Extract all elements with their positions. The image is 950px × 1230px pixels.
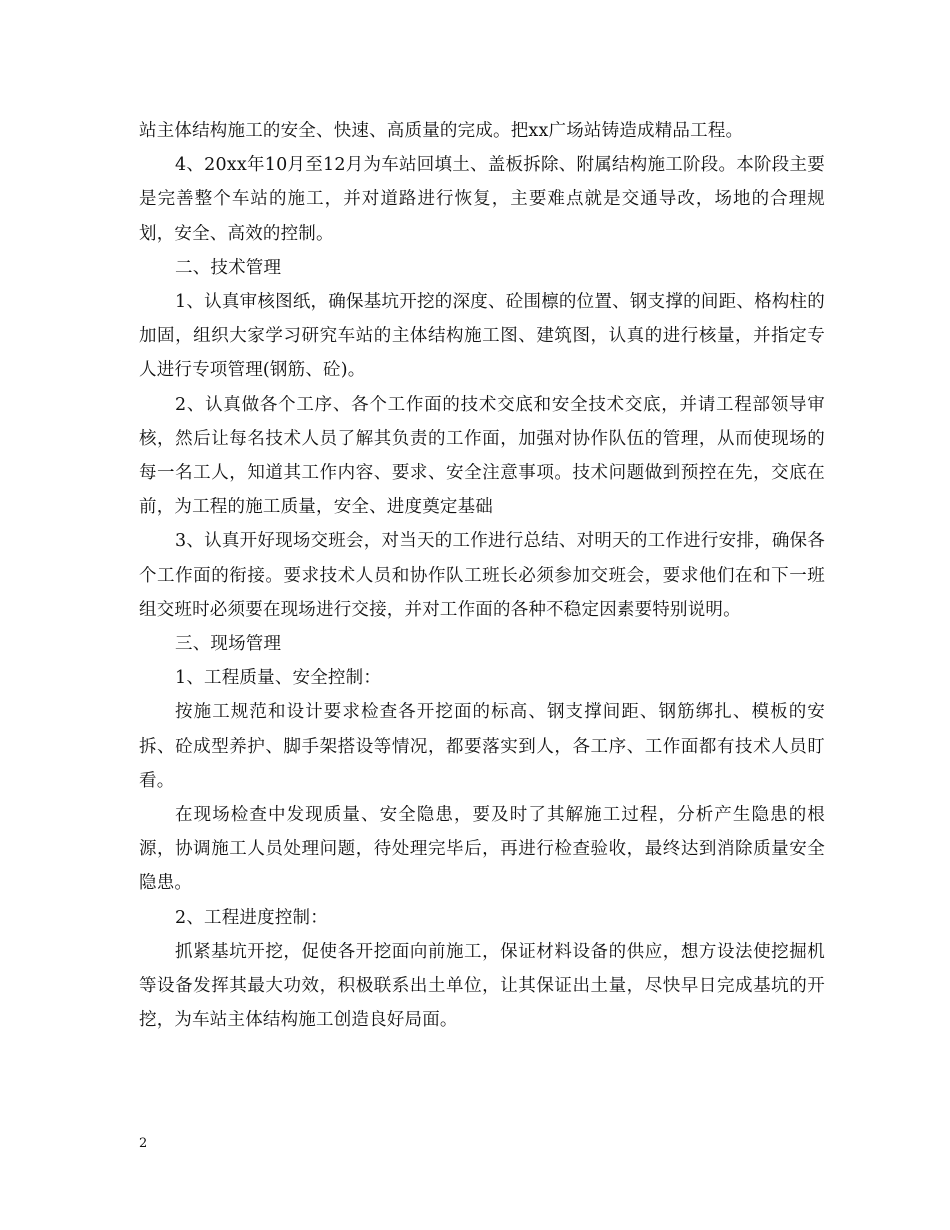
paragraph-5: 2、认真做各个工序、各个工作面的技术交底和安全技术交底，并请工程部领导审核，然后让每名技术人员了解其负责的工作面，加强对协作队伍的管理，从而使现场的每一名工人，知道其工作内容、要求、安全注意事项。技术问题做到预控在先，交底在前，为工程的施工质量，安全、进度奠定基础 [139, 394, 825, 518]
paragraph-6: 3、认真开好现场交班会，对当天的工作进行总结、对明天的工作进行安排，确保各个工作面的衔接。要求技术人员和协作队工班长必须参加交班会，要求他们在和下一班组交班时必须要在现场进行交接，并对工作面的各种不稳定因素要特别说明。 [139, 531, 825, 620]
paragraph-2: 4、20xx年10月至12月为车站回填土、盖板拆除、附属结构施工阶段。本阶段主要是完善整个车站的施工，并对道路进行恢复，主要难点就是交通导改，场地的合理规划，安全、高效的控制。 [139, 155, 825, 244]
document-body [139, 114, 825, 1037]
paragraph-4: 1、认真审核图纸，确保基坑开挖的深度、砼围檩的位置、钢支撑的间距、格构柱的加固，组织大家学习研究车站的主体结构施工图、建筑图，认真的进行核量，并指定专人进行专项管理(钢筋、砼)。 [139, 292, 825, 381]
paragraph-9: 按施工规范和设计要求检查各开挖面的标高、钢支撑间距、钢筋绑扎、模板的安拆、砼成型养护、脚手架搭设等情况，都要落实到人，各工序、工作面都有技术人员盯看。 [139, 702, 825, 791]
subheading-quality-safety-control: 1、工程质量、安全控制： [175, 668, 382, 689]
paragraph-1: 站主体结构施工的安全、快速、高质量的完成。把xx广场站铸造成精品工程。 [139, 121, 744, 141]
subheading-progress-control: 2、工程进度控制： [175, 907, 328, 928]
paragraph-12: 抓紧基坑开挖，促使各开挖面向前施工，保证材料设备的供应，想方设法使挖掘机等设备发挥其最大功效，积极联系出土单位，让其保证出土量，尽快早日完成基坑的开挖，为车站主体结构施工创造良好局面。 [139, 941, 825, 1031]
page-number: 2 [139, 1136, 148, 1151]
paragraph-10: 在现场检查中发现质量、安全隐患，要及时了其解施工过程，分析产生隐患的根源，协调施工人员处理问题，待处理完毕后，再进行检查验收，最终达到消除质量安全隐患。 [139, 805, 825, 894]
section-heading-site-management: 三、现场管理 [175, 634, 282, 655]
section-heading-technical-management: 二、技术管理 [175, 257, 282, 278]
